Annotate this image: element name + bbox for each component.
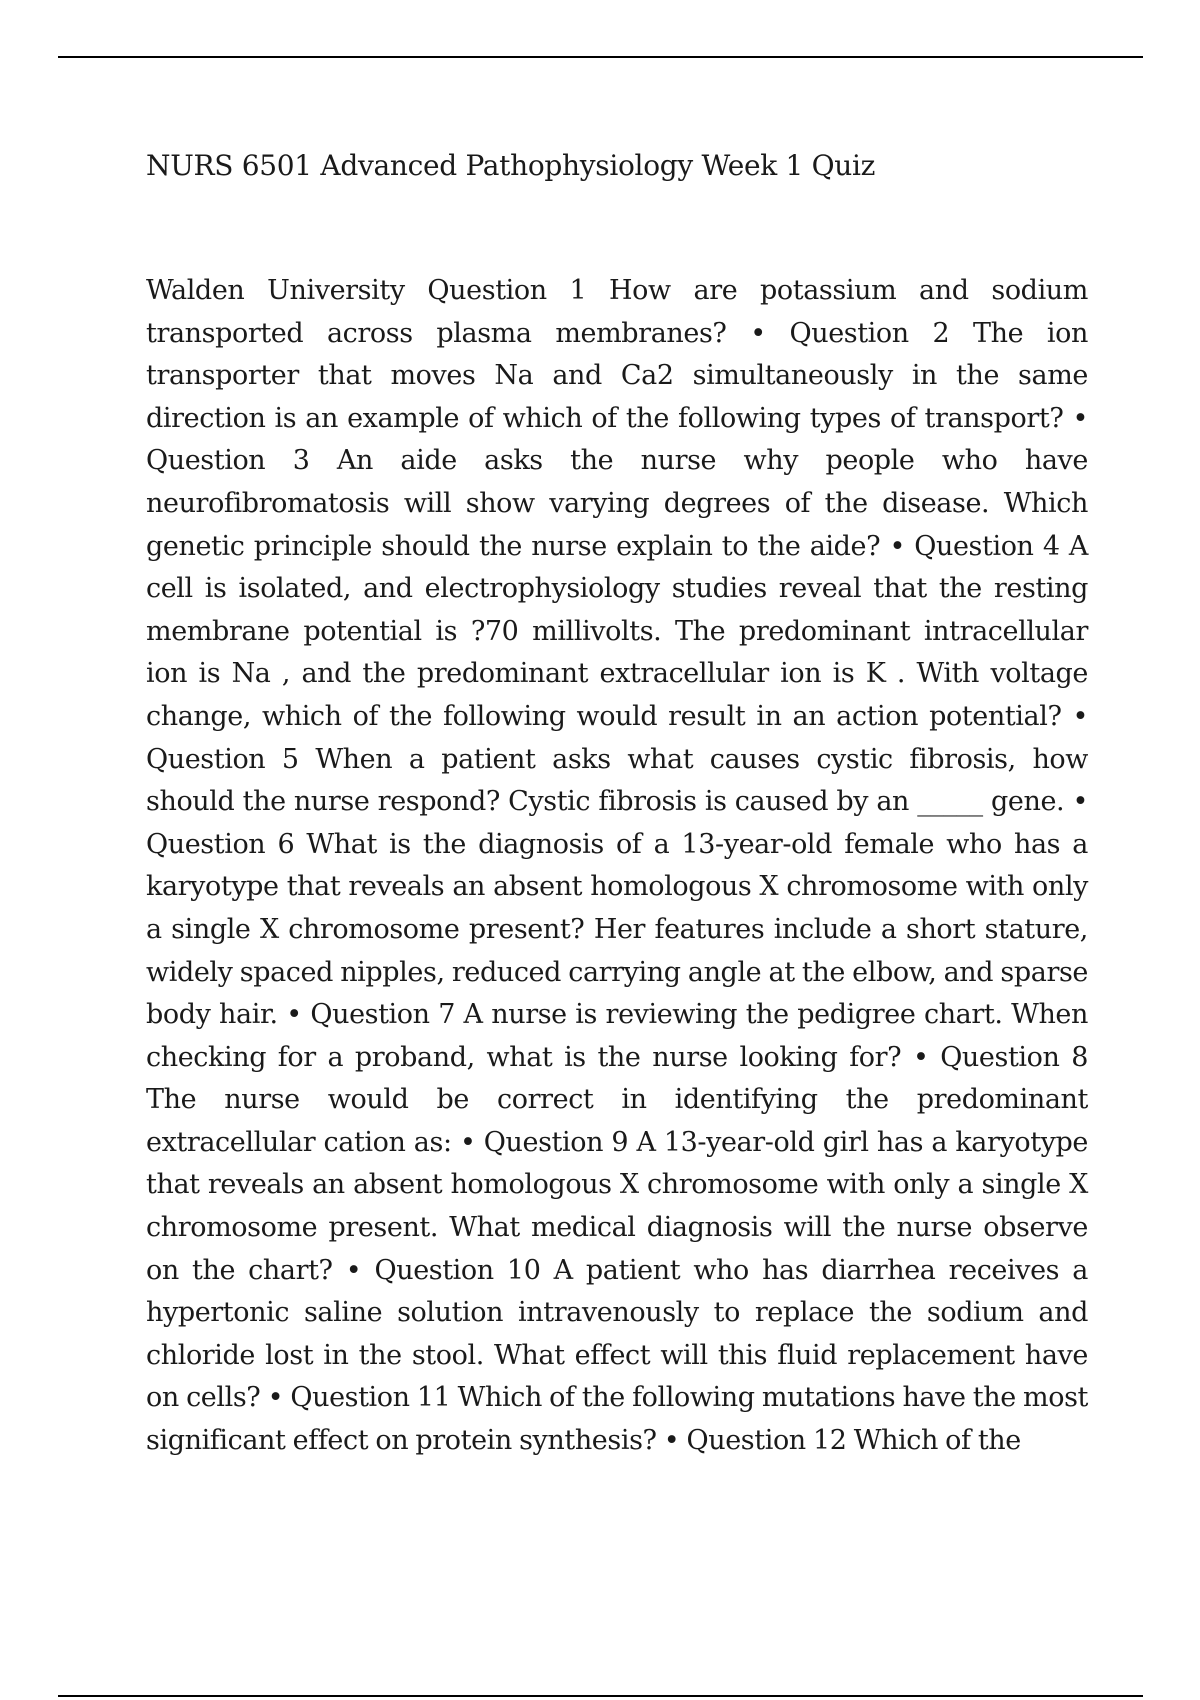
bottom-divider [58, 1695, 1143, 1697]
top-divider [58, 56, 1143, 58]
document-title: NURS 6501 Advanced Pathophysiology Week 1 Quiz [146, 149, 876, 182]
document-body: Walden University Question 1 How are potassium and sodium transported across plasma membranes? • Question 2 The ion transporter that moves Na and Ca2 simultaneously in the same direction is an example of which of the following types of transport? • Question 3 An aide asks the nurse why people who have neurofibromatosis will show varying degrees of the disease. Which genetic principle should the nurse explain to the aide? • Question 4 A cell is isolated, and electrophysiology studies reveal that the resting membrane potential is ?70 millivolts. The predominant intracellular ion is Na , and the predominant extracellular ion is K . With voltage change, which of the following would result in an action potential? • Question 5 When a patient asks what causes cystic fibrosis, how should the nurse respond? Cystic fibrosis is caused by an _____ gene. • Question 6 What is the diagnosis of a 13-year-old female who has a karyotype that reveals an absent homologous X chromosome with only a single X chromosome present? Her features include a short stature, widely spaced nipples, reduced carrying angle at the elbow, and sparse body hair. • Question 7 A nurse is reviewing the pedigree chart. When checking for a proband, what is the nurse looking for? • Question 8 The nurse would be correct in identifying the predominant extracellular cation as: • Question 9 A 13-year-old girl has a karyotype that reveals an absent homologous X chromosome with only a single X chromosome present. What medical diagnosis will the nurse observe on the chart? • Question 10 A patient who has diarrhea receives a hypertonic saline solution intravenously to replace the sodium and chloride lost in the stool. What effect will this fluid replacement have on cells? • Question 11 Which of the following mutations have the most significant effect on protein synthesis? • Question 12 Which of the [146, 275, 1088, 1457]
